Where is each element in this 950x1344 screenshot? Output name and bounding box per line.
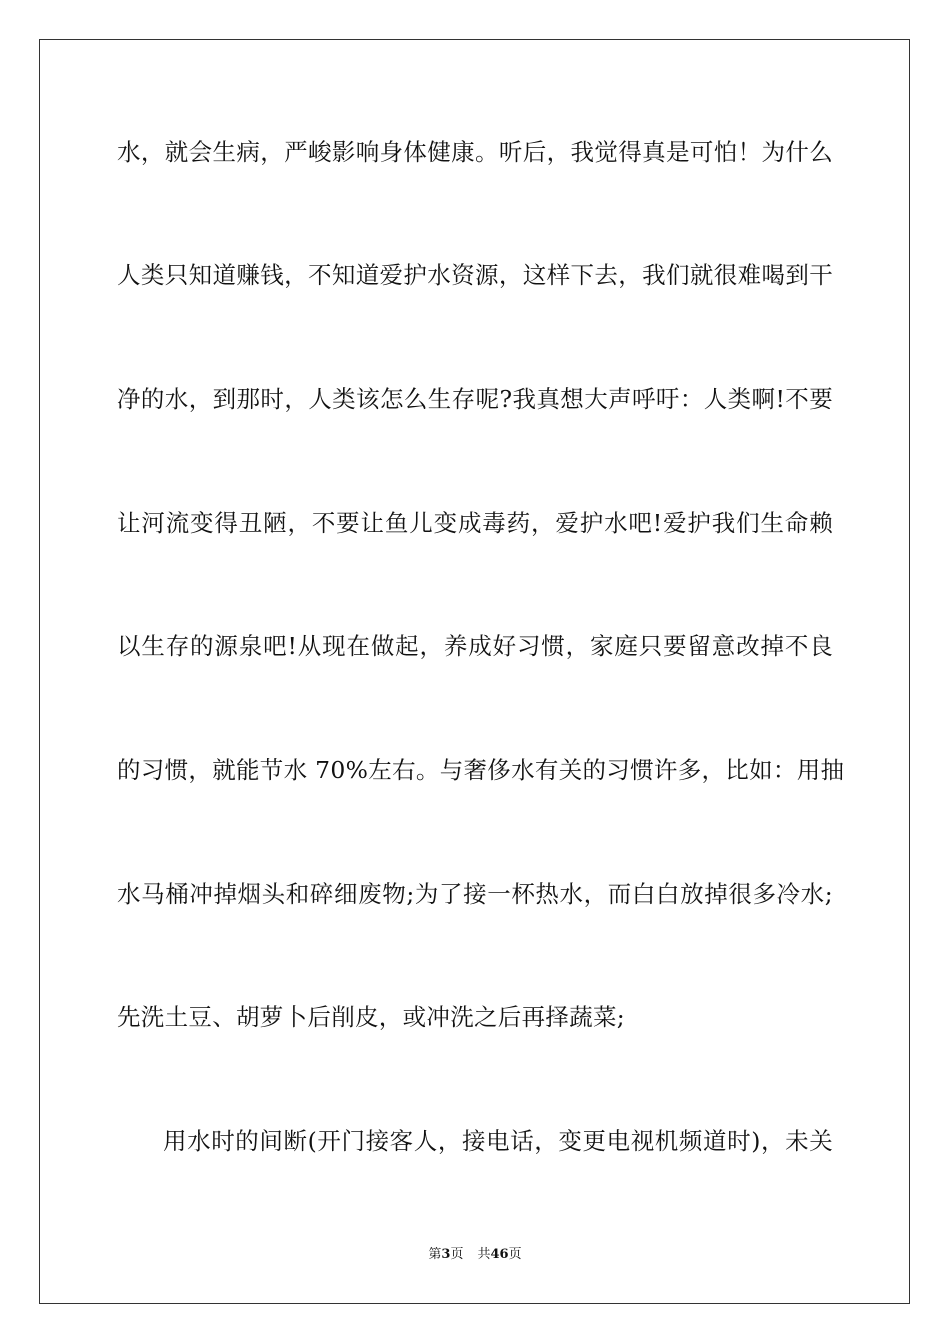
text-line-4: 让河流变得丑陋，不要让鱼儿变成毒药，爱护水吧!爱护我们生命赖	[117, 509, 833, 537]
footer-total-pages: 46	[490, 1247, 509, 1262]
text-line-7: 水马桶冲掉烟头和碎细废物;为了接一杯热水，而白白放掉很多冷水;	[117, 880, 833, 908]
footer-page-prefix: 第	[428, 1247, 442, 1262]
text-line-2: 人类只知道赚钱，不知道爱护水资源，这样下去，我们就很难喝到干	[117, 261, 833, 289]
page-border	[39, 39, 910, 1304]
text-line-1: 水，就会生病，严峻影响身体健康。听后，我觉得真是可怕！为什么	[117, 138, 833, 166]
footer-total-prefix: 共	[477, 1247, 491, 1262]
footer-page-suffix: 页	[450, 1247, 464, 1262]
page-footer	[0, 1246, 950, 1264]
footer-total-suffix: 页	[508, 1247, 522, 1262]
text-line-3: 净的水，到那时，人类该怎么生存呢?我真想大声呼吁：人类啊!不要	[117, 385, 833, 413]
text-line-6: 的习惯，就能节水 70%左右。与奢侈水有关的习惯许多，比如：用抽	[117, 756, 845, 784]
text-line-8: 先洗土豆、胡萝卜后削皮，或冲洗之后再择蔬菜;	[117, 1003, 626, 1031]
footer-page-number: 3	[441, 1247, 451, 1262]
text-line-9: 用水时的间断(开门接客人，接电话，变更电视机频道时)，未关	[163, 1127, 833, 1155]
text-line-5: 以生存的源泉吧!从现在做起，养成好习惯，家庭只要留意改掉不良	[117, 632, 833, 660]
